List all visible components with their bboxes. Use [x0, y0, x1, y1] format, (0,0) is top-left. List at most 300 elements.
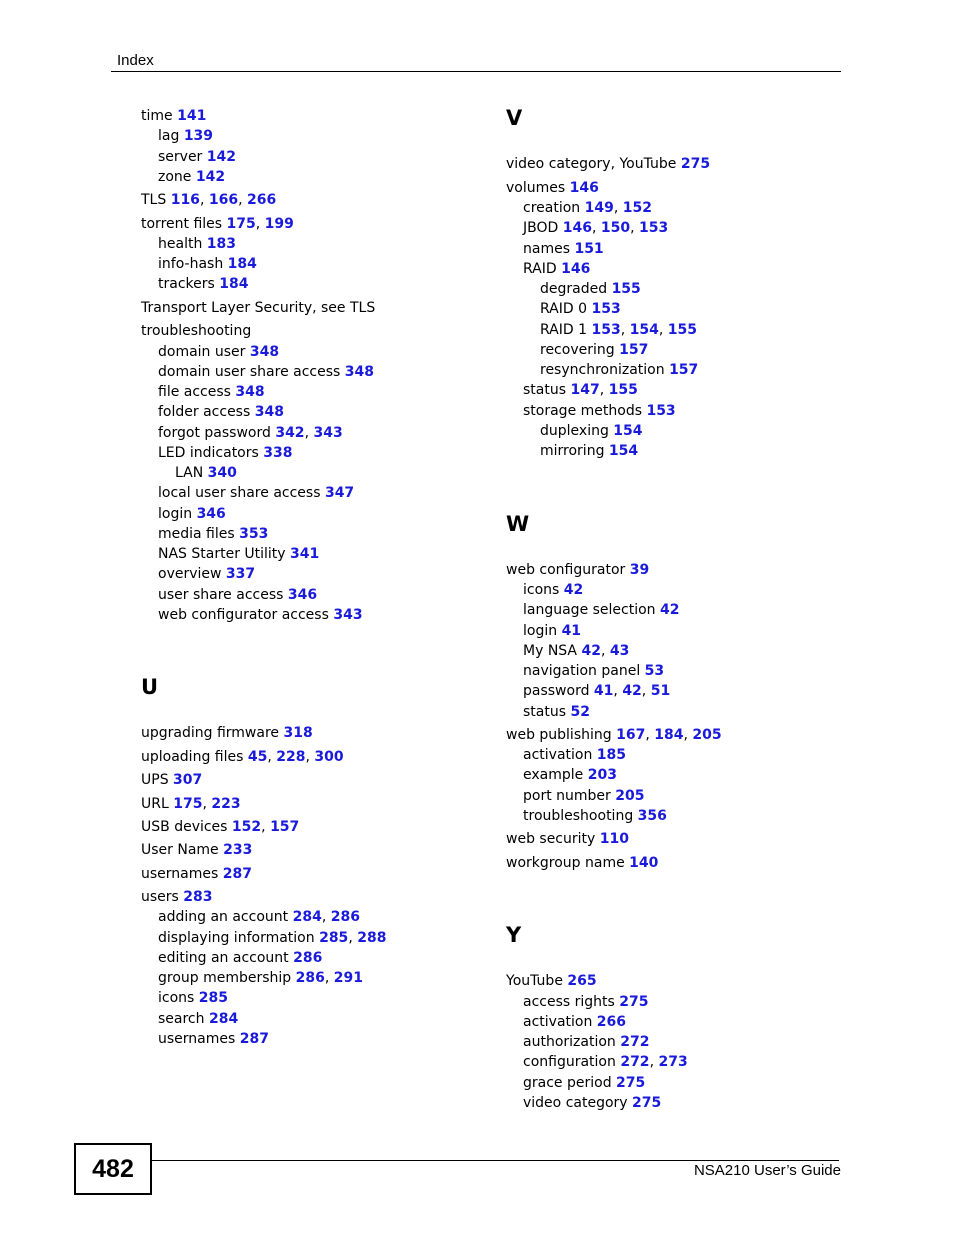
page-refs: [194, 990, 228, 1006]
index-entry: [158, 1010, 238, 1028]
page-ref-link[interactable]: 153: [639, 220, 669, 236]
page-refs: [615, 342, 649, 358]
index-entry: [141, 107, 206, 125]
page-refs: [202, 236, 236, 252]
index-entry: [158, 168, 225, 186]
page-ref-link[interactable]: 154: [629, 322, 659, 338]
index-term: USB devices: [141, 819, 228, 835]
page-refs: [609, 423, 643, 439]
page-refs: [227, 819, 299, 835]
page-ref-link[interactable]: 286: [295, 970, 325, 986]
page-ref-link[interactable]: 353: [239, 526, 269, 542]
index-entry: [540, 280, 641, 298]
index-entry: [141, 748, 344, 766]
page-refs: [587, 301, 621, 317]
page-ref-link[interactable]: 275: [632, 1095, 662, 1111]
index-term: health: [158, 236, 203, 252]
index-entry: [506, 179, 599, 197]
page-ref-link[interactable]: 146: [562, 220, 592, 236]
page-ref-separator: ,: [613, 200, 623, 216]
index-entry: [158, 565, 255, 583]
page-ref-link[interactable]: 140: [629, 855, 659, 871]
index-entry: [523, 766, 617, 784]
index-entry: [523, 807, 667, 825]
page-ref-link[interactable]: 275: [680, 156, 711, 172]
page-ref-separator: ,: [238, 192, 247, 208]
section-letter-y: Y: [506, 923, 522, 947]
page-ref-link[interactable]: 348: [249, 344, 280, 360]
index-term: degraded: [540, 281, 608, 297]
page-refs: [250, 404, 284, 420]
index-entry: [141, 818, 299, 836]
page-ref-separator: ,: [261, 819, 271, 835]
page-ref-link[interactable]: 343: [313, 425, 343, 441]
index-entry: [158, 989, 228, 1007]
index-entry: [175, 464, 237, 482]
page-refs: [173, 108, 207, 124]
index-entry: [158, 929, 386, 947]
page-refs: [235, 526, 269, 542]
index-term: user share access: [158, 587, 284, 603]
page-ref-link[interactable]: 51: [650, 683, 671, 699]
page-ref-separator: ,: [645, 727, 655, 743]
page-ref-link[interactable]: 41: [593, 683, 614, 699]
page-refs: [607, 281, 641, 297]
page-ref-link[interactable]: 184: [227, 256, 257, 272]
index-term: status: [523, 382, 567, 398]
page-refs: [315, 930, 387, 946]
index-entry: [523, 402, 676, 420]
page-ref-link[interactable]: 300: [314, 749, 344, 765]
index-entry: [141, 215, 294, 233]
page-ref-link[interactable]: 152: [231, 819, 262, 835]
page-ref-link[interactable]: 154: [608, 443, 639, 459]
index-term: NAS Starter Utility: [158, 546, 286, 562]
page-ref-link[interactable]: 153: [591, 301, 621, 317]
page-ref-link[interactable]: 151: [574, 241, 604, 257]
page-ref-link[interactable]: 110: [599, 831, 629, 847]
page-ref-separator: ,: [202, 796, 212, 812]
page-ref-separator: ,: [199, 192, 209, 208]
page-ref-link[interactable]: 42: [581, 643, 601, 659]
header-title: Index: [117, 52, 154, 69]
page-ref-link[interactable]: 39: [629, 562, 650, 578]
page-ref-link[interactable]: 203: [587, 767, 617, 783]
page-ref-link[interactable]: 154: [613, 423, 643, 439]
page-refs: [289, 950, 323, 966]
index-entry: [158, 545, 319, 563]
page-ref-link[interactable]: 42: [660, 602, 680, 618]
page-refs: [628, 1095, 662, 1111]
index-entry: [141, 795, 241, 813]
index-term: torrent files: [141, 216, 223, 232]
page-refs: [169, 772, 203, 788]
page-ref-link[interactable]: 175: [226, 216, 256, 232]
index-entry: [158, 908, 360, 926]
index-entry: [523, 219, 668, 237]
page-ref-link[interactable]: 275: [616, 1075, 646, 1091]
page-ref-link[interactable]: 287: [222, 866, 252, 882]
index-entry: [158, 606, 363, 624]
index-term: port number: [523, 788, 611, 804]
index-term: icons: [158, 990, 195, 1006]
index-entry: [158, 235, 236, 253]
index-entry: [540, 321, 697, 339]
index-entry: [506, 726, 722, 744]
page-ref-link[interactable]: 318: [283, 725, 313, 741]
index-term: JBOD: [523, 220, 559, 236]
index-entry: [141, 191, 276, 209]
index-entry: [158, 363, 374, 381]
index-entry: [523, 682, 670, 700]
page-ref-link[interactable]: 342: [275, 425, 305, 441]
page-refs: [259, 445, 293, 461]
page-ref-link[interactable]: 175: [173, 796, 203, 812]
index-term: configuration: [523, 1054, 616, 1070]
page-refs: [557, 623, 581, 639]
page-refs: [288, 909, 360, 925]
page-ref-link[interactable]: 167: [616, 727, 646, 743]
page-ref-link[interactable]: 184: [219, 276, 249, 292]
index-entry: [523, 1013, 626, 1031]
page-ref-link[interactable]: 205: [615, 788, 645, 804]
footer-divider: [152, 1160, 839, 1161]
index-term: password: [523, 683, 590, 699]
page-refs: [604, 443, 638, 459]
page-refs: [592, 1014, 626, 1030]
index-term: resynchronization: [540, 362, 665, 378]
page-ref-link[interactable]: 41: [561, 623, 582, 639]
page-ref-link[interactable]: 157: [619, 342, 649, 358]
page-ref-link[interactable]: 341: [290, 546, 320, 562]
page-ref-link[interactable]: 284: [208, 1011, 239, 1027]
page-ref-link[interactable]: 153: [646, 403, 676, 419]
page-refs: [615, 994, 649, 1010]
page-refs: [223, 256, 257, 272]
page-ref-link[interactable]: 155: [667, 322, 697, 338]
index-term: creation: [523, 200, 581, 216]
page-ref-link[interactable]: 272: [620, 1034, 650, 1050]
index-term: workgroup name: [506, 855, 625, 871]
page-ref-link[interactable]: 146: [561, 261, 591, 277]
page-refs: [166, 192, 276, 208]
page-refs: [243, 749, 343, 765]
index-entry: [158, 148, 236, 166]
index-entry: [523, 642, 629, 660]
page-ref-link[interactable]: 150: [600, 220, 631, 236]
page-ref-link[interactable]: 291: [333, 970, 364, 986]
index-term: uploading files: [141, 749, 244, 765]
index-term: TLS: [141, 192, 167, 208]
page-ref-link[interactable]: 183: [206, 236, 237, 252]
page-ref-link[interactable]: 266: [246, 192, 277, 208]
page-ref-link[interactable]: 286: [293, 950, 323, 966]
page-ref-link[interactable]: 288: [357, 930, 387, 946]
page-refs: [589, 683, 670, 699]
page-ref-link[interactable]: 346: [287, 587, 318, 603]
index-term: icons: [523, 582, 560, 598]
page-refs: [329, 607, 363, 623]
index-term: My NSA: [523, 643, 578, 659]
page-refs: [205, 1011, 239, 1027]
index-term: upgrading firmware: [141, 725, 280, 741]
page-ref-link[interactable]: 116: [170, 192, 200, 208]
page-refs: [291, 970, 363, 986]
page-refs: [563, 973, 597, 989]
index-term: folder access: [158, 404, 251, 420]
page-ref-link[interactable]: 283: [183, 889, 213, 905]
page-ref-link[interactable]: 42: [622, 683, 642, 699]
index-entry: [158, 444, 292, 462]
page-ref-link[interactable]: 155: [611, 281, 641, 297]
index-term: duplexing: [540, 423, 609, 439]
index-entry: [158, 505, 226, 523]
index-entry: [523, 662, 664, 680]
index-entry: [540, 442, 638, 460]
page-ref-link[interactable]: 157: [669, 362, 699, 378]
page-ref-link[interactable]: 286: [330, 909, 360, 925]
page-refs: [235, 1031, 269, 1047]
page-ref-link[interactable]: 266: [596, 1014, 627, 1030]
page-ref-link[interactable]: 285: [198, 990, 229, 1006]
index-entry: [506, 854, 658, 872]
page-ref-link[interactable]: 275: [619, 994, 649, 1010]
index-term: web security: [506, 831, 596, 847]
index-entry: [523, 622, 581, 640]
index-term: adding an account: [158, 909, 289, 925]
index-term: navigation panel: [523, 663, 641, 679]
index-term: usernames: [158, 1031, 236, 1047]
page-ref-link[interactable]: 199: [264, 216, 294, 232]
index-entry: [523, 601, 680, 619]
page-refs: [203, 465, 237, 481]
index-term: names: [523, 241, 570, 257]
index-entry: [523, 240, 604, 258]
page-ref-link[interactable]: 139: [183, 128, 214, 144]
page-refs: [640, 663, 664, 679]
page-ref-separator: ,: [255, 216, 265, 232]
page-refs: [179, 889, 213, 905]
page-ref-link[interactable]: 338: [263, 445, 293, 461]
page-ref-link[interactable]: 149: [584, 200, 614, 216]
index-entry: [158, 525, 268, 543]
index-entry: [158, 1030, 269, 1048]
page-ref-separator: ,: [599, 382, 609, 398]
index-entry: [506, 830, 629, 848]
index-term: forgot password: [158, 425, 271, 441]
page-refs: [279, 725, 313, 741]
index-term: RAID 0: [540, 301, 588, 317]
page-ref-separator: ,: [591, 220, 601, 236]
index-term: User Name: [141, 842, 219, 858]
page-refs: [566, 382, 638, 398]
index-term: authorization: [523, 1034, 616, 1050]
index-entry: [540, 361, 698, 379]
index-entry: [158, 969, 363, 987]
index-entry: [540, 300, 621, 318]
page-refs: [625, 855, 659, 871]
page-ref-link[interactable]: 287: [239, 1031, 269, 1047]
page-ref-link[interactable]: 284: [292, 909, 322, 925]
page-refs: [202, 149, 236, 165]
page-ref-link[interactable]: 147: [570, 382, 600, 398]
footer-guide-title: NSA210 User’s Guide: [693, 1162, 841, 1179]
page-refs: [559, 582, 583, 598]
page-ref-link[interactable]: 346: [196, 506, 226, 522]
index-term: status: [523, 704, 567, 720]
index-term: file access: [158, 384, 231, 400]
index-term: recovering: [540, 342, 615, 358]
page-ref-link[interactable]: 45: [247, 749, 268, 765]
page-ref-separator: ,: [305, 749, 315, 765]
index-term: usernames: [141, 866, 219, 882]
page-refs: [642, 403, 676, 419]
index-term: RAID: [523, 261, 557, 277]
index-entry: [523, 1033, 649, 1051]
page-ref-separator: ,: [348, 930, 358, 946]
index-term: server: [158, 149, 203, 165]
page-ref-link[interactable]: 223: [211, 796, 241, 812]
page-ref-link[interactable]: 166: [208, 192, 239, 208]
page-ref-link[interactable]: 155: [608, 382, 638, 398]
page-refs: [612, 1075, 646, 1091]
page-ref-link[interactable]: 146: [569, 180, 599, 196]
index-entry: [158, 275, 248, 293]
page-ref-separator: ,: [321, 909, 331, 925]
index-term: trackers: [158, 276, 215, 292]
page-number: 482: [92, 1154, 134, 1183]
page-ref-link[interactable]: 337: [225, 566, 256, 582]
page-ref-link[interactable]: 205: [692, 727, 722, 743]
page-refs: [192, 506, 226, 522]
index-entry: [158, 127, 213, 145]
page-ref-link[interactable]: 152: [622, 200, 652, 216]
index-term: local user share access: [158, 485, 321, 501]
section-letter-w: W: [506, 512, 530, 536]
index-term: example: [523, 767, 584, 783]
index-entry: [158, 949, 322, 967]
page-ref-separator: ,: [600, 643, 610, 659]
index-term: UPS: [141, 772, 169, 788]
index-entry: [523, 581, 583, 599]
page-ref-link[interactable]: 347: [324, 485, 355, 501]
page-refs: [611, 788, 645, 804]
page-refs: [583, 767, 617, 783]
index-entry: [506, 155, 710, 173]
index-entry: [141, 841, 252, 859]
page-ref-separator: ,: [304, 425, 314, 441]
page-ref-link[interactable]: 343: [333, 607, 363, 623]
index-entry: [506, 561, 649, 579]
section-letter-v: V: [506, 106, 523, 130]
index-entry: [540, 422, 643, 440]
page-ref-link[interactable]: 42: [563, 582, 584, 598]
page-ref-link[interactable]: 52: [570, 704, 590, 720]
page-refs: [616, 1034, 650, 1050]
page-refs: [676, 156, 710, 172]
page-ref-separator: ,: [613, 683, 623, 699]
index-entry: [523, 1053, 688, 1071]
index-entry: [523, 703, 590, 721]
page-refs: [665, 362, 699, 378]
page-ref-link[interactable]: 142: [206, 149, 237, 165]
page-ref-separator: ,: [683, 727, 693, 743]
page-refs: [231, 384, 265, 400]
index-entry: [523, 1074, 645, 1092]
page-refs: [283, 587, 317, 603]
index-term: info-hash: [158, 256, 224, 272]
index-entry: [141, 771, 202, 789]
index-entry: [523, 787, 644, 805]
page-ref-link[interactable]: 340: [207, 465, 237, 481]
index-term: overview: [158, 566, 222, 582]
page-ref-separator: ,: [324, 970, 334, 986]
page-refs: [321, 485, 355, 501]
page-ref-link[interactable]: 142: [195, 169, 226, 185]
page-ref-link[interactable]: 273: [658, 1054, 688, 1070]
page-refs: [191, 169, 225, 185]
index-entry: [523, 1094, 661, 1112]
index-term: users: [141, 889, 179, 905]
page-ref-link[interactable]: 141: [177, 108, 207, 124]
page-ref-link[interactable]: 356: [637, 808, 667, 824]
page-ref-link[interactable]: 272: [620, 1054, 650, 1070]
page-refs: [271, 425, 343, 441]
page-ref-link[interactable]: 285: [319, 930, 349, 946]
page-ref-link[interactable]: 265: [567, 973, 597, 989]
page-ref-link[interactable]: 153: [591, 322, 621, 338]
page-ref-link[interactable]: 185: [596, 747, 627, 763]
page-refs: [577, 643, 629, 659]
page-ref-link[interactable]: 43: [609, 643, 630, 659]
page-ref-link[interactable]: 157: [270, 819, 300, 835]
page-refs: [219, 842, 253, 858]
index-entry: [158, 255, 257, 273]
page-ref-link[interactable]: 348: [254, 404, 284, 420]
index-term: editing an account: [158, 950, 289, 966]
page-ref-separator: ,: [649, 1054, 659, 1070]
page-refs: [592, 747, 626, 763]
page-ref-link[interactable]: 348: [344, 364, 374, 380]
page-ref-link[interactable]: 348: [235, 384, 265, 400]
index-term: access rights: [523, 994, 615, 1010]
index-entry: [158, 484, 354, 502]
index-term: troubleshooting: [523, 808, 634, 824]
index-term: media files: [158, 526, 235, 542]
page-ref-link[interactable]: 233: [223, 842, 253, 858]
index-term: language selection: [523, 602, 656, 618]
page-refs: [218, 866, 252, 882]
page-refs: [625, 562, 649, 578]
page-ref-link[interactable]: 53: [644, 663, 665, 679]
index-entry: [523, 260, 590, 278]
page-ref-link[interactable]: 184: [654, 727, 684, 743]
index-entry: [523, 199, 652, 217]
index-term: LED indicators: [158, 445, 259, 461]
page-ref-link[interactable]: 228: [276, 749, 306, 765]
page-refs: [633, 808, 667, 824]
index-term: search: [158, 1011, 205, 1027]
page-refs: [179, 128, 213, 144]
index-term: web configurator access: [158, 607, 329, 623]
index-term: storage methods: [523, 403, 642, 419]
page-refs: [587, 322, 697, 338]
page-refs: [221, 566, 255, 582]
page-ref-link[interactable]: 307: [173, 772, 203, 788]
page-refs: [565, 180, 599, 196]
index-term: login: [523, 623, 558, 639]
index-term: mirroring: [540, 443, 605, 459]
